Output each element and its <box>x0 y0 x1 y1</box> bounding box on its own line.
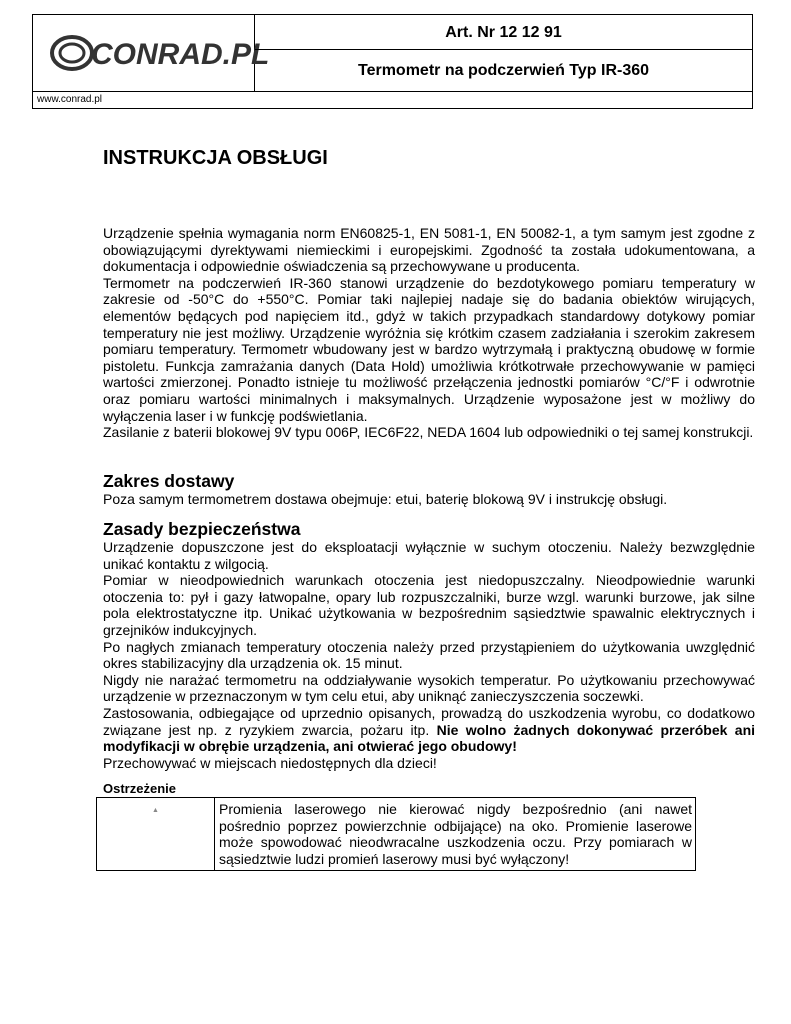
logo-cell <box>33 15 270 91</box>
intro-paragraph-1: Urządzenie spełnia wymagania norm EN60825-1, EN 5081-1, EN 50082-1, a tym samym jest zgodne z obowiązującymi dyrektywami niemieckimi i europejskimi. Zgodność ta została udokumentowana, a dokumentacja i odpowiednie oświadczenia są przechowywane u producenta. <box>103 225 755 275</box>
warning-title-row <box>103 780 755 798</box>
delivery-section <box>103 471 755 508</box>
safety-section <box>103 519 755 771</box>
safety-paragraph-1: Urządzenie dopuszczone jest do eksploatacji wyłącznie w suchym otoczeniu. Należy bezwzględnie unikać kontaktu z wilgocią. <box>103 539 755 572</box>
safety-heading: Zasady bezpieczeństwa <box>103 519 301 539</box>
document-title: INSTRUKCJA OBSŁUGI <box>103 147 328 169</box>
delivery-text: Poza samym termometrem dostawa obejmuje: etui, baterię blokową 9V i instrukcję obsługi. <box>103 491 668 507</box>
safety-paragraph-6: Przechowywać w miejscach niedostępnych dla dzieci! <box>103 754 437 771</box>
website-url[interactable]: www.conrad.pl <box>32 92 753 109</box>
intro-section <box>103 225 755 441</box>
article-number: Art. Nr 12 12 91 <box>255 15 752 50</box>
safety-paragraph-3: Po nagłych zmianach temperatury otoczenia należy przed przystąpieniem do użytkowania uwzględnić okres stabilizacyjny dla urządzenia ok. 15 minut. <box>103 638 755 672</box>
intro-paragraph-2: Termometr na podczerwień IR-360 stanowi urządzenie do bezdotykowego pomiaru temperatury w zakresie od -50°C do +550°C. Pomiar taki najlepiej nadaje się do badania obiektów wirujących, elementów będących pod napięciem itd., gdyż w takich przypadkach standardowy dotykowy pomiar temperatury nie jest możliwy. Urządzenie wyróżnia się krótkim czasem zadziałania i szerokim zakresem pomiaru temperatury. Termometr wbudowany jest w bardzo wytrzymałą i praktyczną obudowę w formie pistoletu. Funkcja zamrażania danych (Data Hold) umożliwia krótkotrwałe przechowywanie w pamięci wartości zmierzonej. Ponadto istnieje tu możliwość przełączenia jednostki pomiarów °C/°F i odwrotnie oraz pomiaru wartości minimalnych i maksymalnych. Urządzenie wyposażone jest w możliwy do wyłączenia laser i w funkcję podświetlania. <box>103 274 755 424</box>
laser-warning-icon: ▲ <box>152 807 159 814</box>
safety-paragraph-5 <box>103 705 755 755</box>
logo-text: CONRAD.PL <box>91 38 270 71</box>
header-table <box>32 14 753 92</box>
safety-paragraph-2: Pomiar w nieodpowiednich warunkach otoczenia jest niedopuszczalny. Nieodpowiednie warunki otoczenia to: pył i gazy łatwopalne, opary lub rozpuszczalniki, burze wzgl. warunki burzowe, jak silne pola elektrostatyczne itp. Unikać użytkowania w bezpośrednim sąsiedztwie spawalnic elektrycznych i grzejników indukcyjnych. <box>103 572 755 638</box>
intro-paragraph-3: Zasilanie z baterii blokowej 9V typu 006P, IEC6F22, NEDA 1604 lub odpowiedniki o tej samej konstrukcji. <box>103 424 754 441</box>
product-title: Termometr na podczerwień Typ IR-360 <box>357 62 650 79</box>
safety-paragraph-4: Nigdy nie narażać termometru na oddziaływanie wysokich temperatur. Po użytkowaniu przechowywać urządzenie w przeznaczonym w tym celu etui, aby uniknąć zanieczyszczenia soczewki. <box>103 671 755 705</box>
conrad-logo <box>49 31 270 75</box>
delivery-heading: Zakres dostawy <box>103 471 235 491</box>
safety-paragraph-5-bold: Nie wolno żadnych dokonywać przeróbek ani modyfikacji w obrębie urządzenia, ani otwierać jego obudowy! <box>103 721 756 755</box>
warning-title: Ostrzeżenie <box>103 781 176 796</box>
warning-text: Promienia laserowego nie kierować nigdy bezpośrednio (ani nawet pośrednio poprzez powierzchnie odbijające) na oko. Promienie laserowe może spowodować nieodwracalne uszkodzenia oczu. Przy pomiarach w sąsiedztwie ludzi promień laserowy musi być wyłączony! <box>215 798 696 871</box>
warning-icon-cell <box>97 798 215 871</box>
safety-paragraph-5-normal: Zastosowania, odbiegające od uprzednio opisanych, prowadzą do uszkodzenia wyrobu, co dodatkowo związane jest np. z ryzykiem zwarcia, pożaru itp. <box>103 704 755 738</box>
warning-table <box>96 797 696 871</box>
